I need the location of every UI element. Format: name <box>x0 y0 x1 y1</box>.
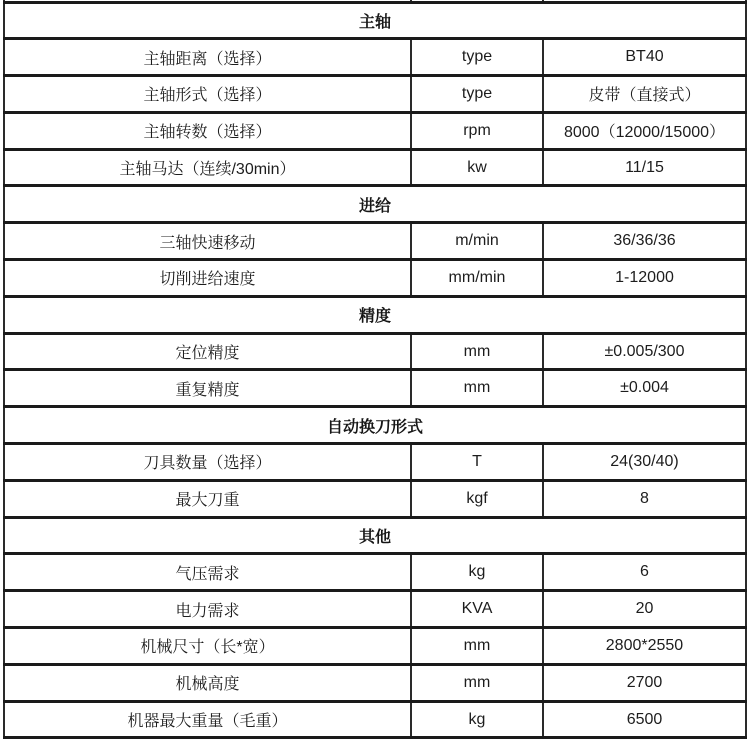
spec-value-cell: BT40 <box>543 39 746 76</box>
spec-table-body <box>4 0 746 738</box>
spec-value-cell: 36/36/36 <box>543 223 746 260</box>
spec-label-cell: 气压需求 <box>4 554 411 591</box>
spec-value-cell: 24(30/40) <box>543 444 746 481</box>
spec-row <box>4 223 746 260</box>
spec-value-cell: 11/15 <box>543 149 746 186</box>
spec-value-cell: 2700 <box>543 664 746 701</box>
spec-value-cell: ±0.004 <box>543 370 746 407</box>
spec-label-cell: 主轴形式（选择） <box>4 76 411 113</box>
spec-unit-cell: mm <box>411 333 543 370</box>
spec-value-cell: 皮带（直接式） <box>543 76 746 113</box>
spec-unit-cell: mm <box>411 664 543 701</box>
spec-unit-cell: rpm <box>411 112 543 149</box>
machine-spec-table <box>3 0 747 739</box>
spec-unit-cell: T <box>411 444 543 481</box>
section-title: 精度 <box>4 296 746 333</box>
section-title: 其他 <box>4 517 746 554</box>
spec-row <box>4 149 746 186</box>
spec-value-cell: 6500 <box>543 701 746 738</box>
spec-value-cell: 20 <box>543 591 746 628</box>
section-header-row <box>4 296 746 333</box>
spec-row <box>4 591 746 628</box>
spec-label-cell: 主轴马达（连续/30min） <box>4 149 411 186</box>
section-header-row <box>4 2 746 39</box>
section-header-row <box>4 517 746 554</box>
spec-label-cell: 电力需求 <box>4 591 411 628</box>
spec-value-cell: 1-12000 <box>543 260 746 297</box>
spec-label-cell: 机械尺寸（长*宽） <box>4 628 411 665</box>
spec-label-cell: 重复精度 <box>4 370 411 407</box>
spec-unit-cell: kg <box>411 701 543 738</box>
spec-row <box>4 444 746 481</box>
section-title: 自动换刀形式 <box>4 407 746 444</box>
spec-value-cell: 8000（12000/15000） <box>543 112 746 149</box>
spec-value-cell: 6 <box>543 554 746 591</box>
spec-row <box>4 112 746 149</box>
spec-label-cell: 三轴快速移动 <box>4 223 411 260</box>
spec-unit-cell: mm <box>411 628 543 665</box>
spec-unit-cell: mm/min <box>411 260 543 297</box>
spec-unit-cell: mm <box>411 370 543 407</box>
spec-unit-cell: m/min <box>411 223 543 260</box>
spec-label-cell: 主轴距离（选择） <box>4 39 411 76</box>
spec-unit-cell: kgf <box>411 480 543 517</box>
spec-unit-cell: kw <box>411 149 543 186</box>
spec-row <box>4 76 746 113</box>
spec-row <box>4 664 746 701</box>
section-header-row <box>4 407 746 444</box>
spec-label-cell: 定位精度 <box>4 333 411 370</box>
section-title: 主轴 <box>4 2 746 39</box>
spec-row <box>4 701 746 738</box>
spec-row <box>4 370 746 407</box>
spec-unit-cell: type <box>411 76 543 113</box>
spec-row <box>4 39 746 76</box>
spec-value-cell: ±0.005/300 <box>543 333 746 370</box>
section-header-row <box>4 186 746 223</box>
spec-row <box>4 554 746 591</box>
spec-row <box>4 333 746 370</box>
spec-row <box>4 260 746 297</box>
spec-unit-cell: KVA <box>411 591 543 628</box>
spec-label-cell: 机器最大重量（毛重） <box>4 701 411 738</box>
section-title: 进给 <box>4 186 746 223</box>
spec-row <box>4 628 746 665</box>
spec-label-cell: 刀具数量（选择） <box>4 444 411 481</box>
spec-label-cell: 切削进给速度 <box>4 260 411 297</box>
spec-label-cell: 机械高度 <box>4 664 411 701</box>
spec-unit-cell: kg <box>411 554 543 591</box>
spec-value-cell: 2800*2550 <box>543 628 746 665</box>
spec-row <box>4 480 746 517</box>
spec-value-cell: 8 <box>543 480 746 517</box>
spec-label-cell: 最大刀重 <box>4 480 411 517</box>
spec-label-cell: 主轴转数（选择） <box>4 112 411 149</box>
spec-unit-cell: type <box>411 39 543 76</box>
